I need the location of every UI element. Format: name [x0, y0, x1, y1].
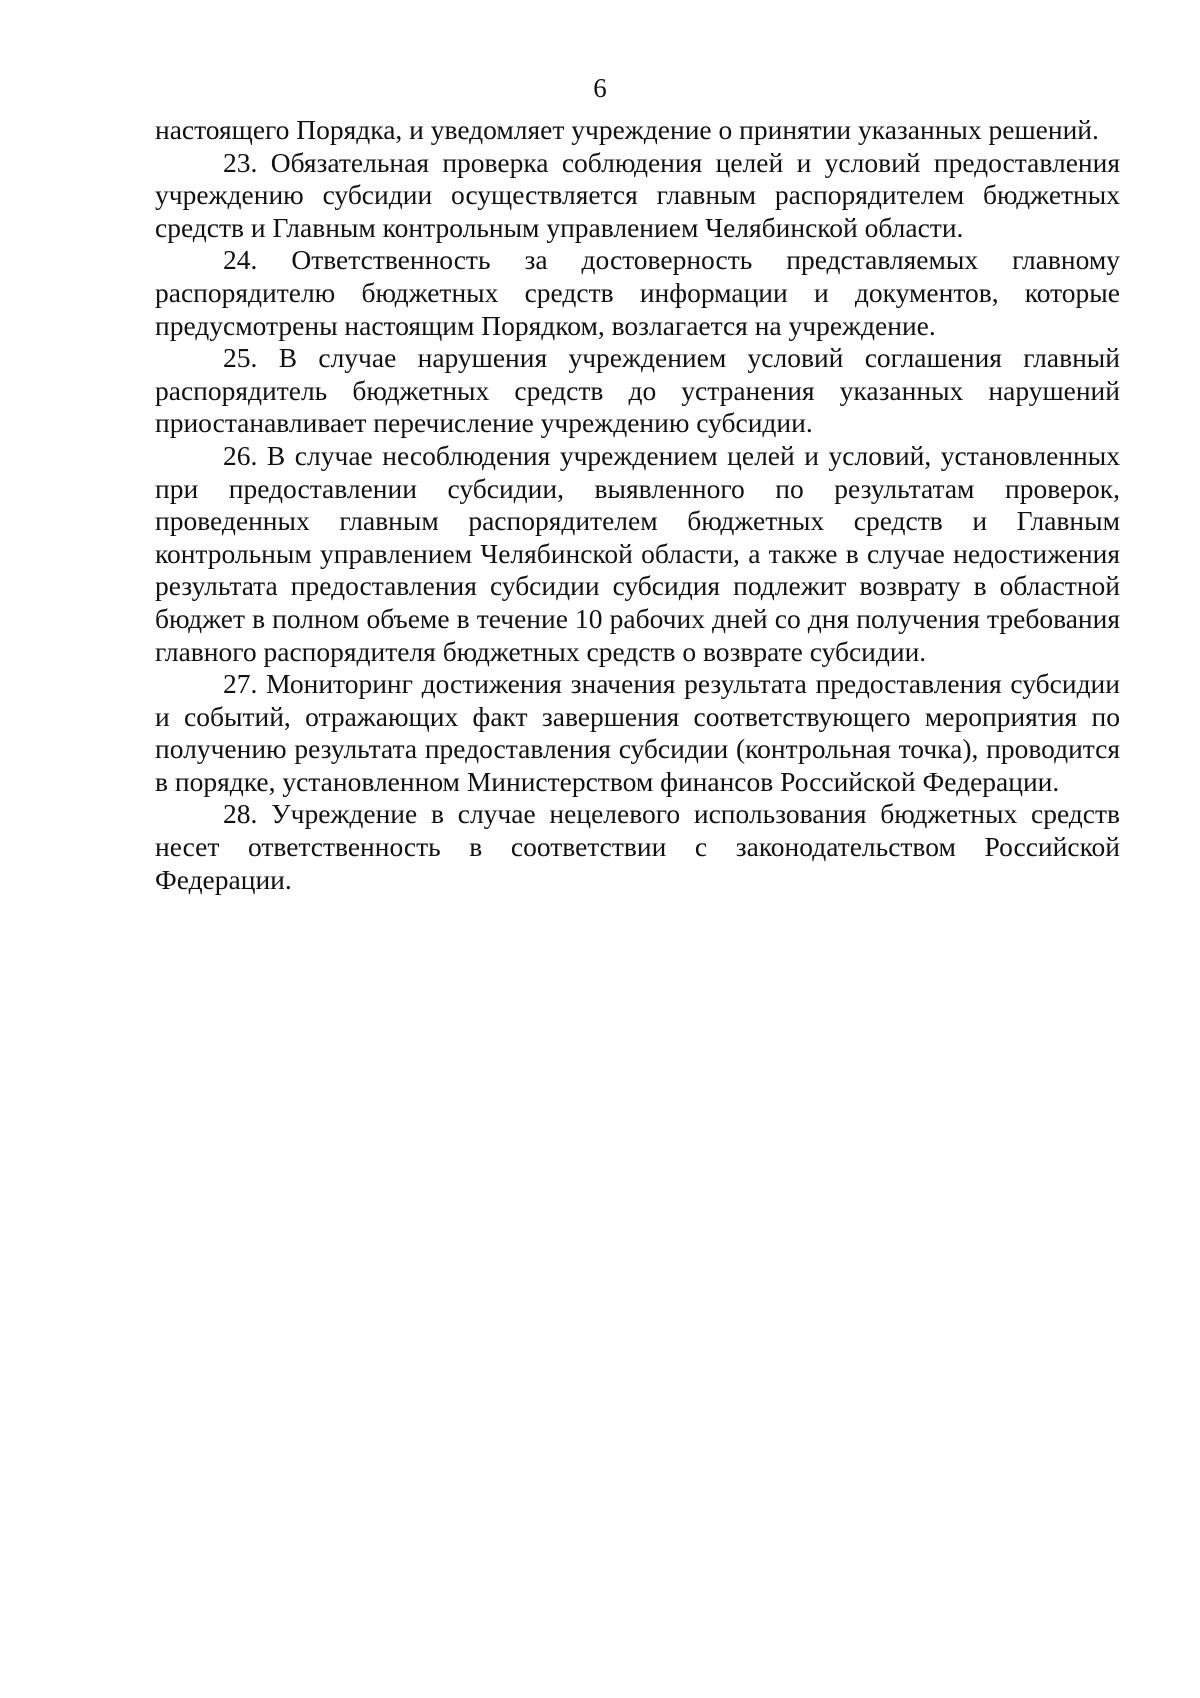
- paragraph-28: 28. Учреждение в случае нецелевого использования бюджетных средств несет ответственность в соответствии с законодательством Российской Федерации.: [155, 798, 1120, 895]
- page-number: 6: [593, 73, 607, 103]
- paragraph-23: 23. Обязательная проверка соблюдения целей и условий предоставления учреждению субсидии осуществляется главным распорядителем бюджетных средств и Главным контрольным управлением Челябинской области.: [155, 146, 1120, 243]
- paragraph-27: 27. Мониторинг достижения значения результата предоставления субсидии и событий, отражающих факт завершения соответствующего мероприятия по получению результата предоставления субсидии (контрольная точка), проводится в порядке, установленном Министерством финансов Российской Федерации.: [155, 668, 1120, 797]
- paragraph-25: 25. В случае нарушения учреждением условий соглашения главный распорядитель бюджетных средств до устранения указанных нарушений приостанавливает перечисление учреждению субсидии.: [155, 342, 1120, 439]
- paragraph-continuation: настоящего Порядка, и уведомляет учреждение о принятии указанных решений.: [155, 114, 1099, 145]
- paragraph-26: 26. В случае несоблюдения учреждением целей и условий, установленных при предоставлении субсидии, выявленного по результатам проверок, проведенных главным распорядителем бюджетных средств и Главным контрольным управлением Челябинской области, а также в случае недостижения результата предоставления субсидии субсидия подлежит возврату в областной бюджет в полном объеме в течение 10 рабочих дней со дня получения требования главного распорядителя бюджетных средств о возврате субсидии.: [155, 439, 1120, 667]
- paragraph-24: 24. Ответственность за достоверность представляемых главному распорядителю бюджетных средств информации и документов, которые предусмотрены настоящим Порядком, возлагается на учреждение.: [155, 244, 1120, 341]
- document-body: [155, 114, 1120, 896]
